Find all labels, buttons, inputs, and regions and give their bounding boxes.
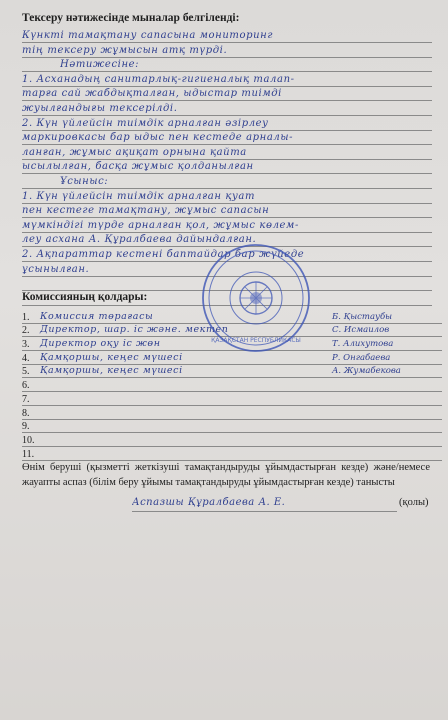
- ruled-line: [22, 130, 432, 131]
- finding-line: маркировкасы бар ыдыс пен кестеде арналы-: [22, 132, 294, 144]
- finding-line: пен кестеге тамақтану, жұмыс сапасын: [22, 205, 270, 217]
- member-role: Қамқоршы, кеңес мүшесі: [40, 351, 183, 363]
- row-number: 11.: [22, 448, 35, 460]
- member-name: Б. Қыстаубы: [332, 311, 393, 322]
- finding-line: тарға сай жабдықталған, ыдыстар тиімді: [22, 88, 282, 100]
- row-number: 3.: [22, 339, 30, 351]
- ruled-line: [22, 232, 432, 233]
- row-number: 8.: [22, 407, 30, 419]
- member-name: А. Жумабекова: [332, 366, 401, 377]
- finding-line: ланған, жұмыс ақиқат орнына қайта: [22, 146, 247, 158]
- row-number: 10.: [22, 434, 35, 446]
- finding-line: мүмкіндігі түрде арналған қол, жұмыс көлем-: [22, 219, 299, 231]
- member-name: Р. Онгабаева: [332, 352, 391, 363]
- ruled-line: [22, 173, 432, 174]
- finding-line: леу асхана А. Құралбаева дайындалған.: [22, 234, 257, 246]
- row-number: 1.: [22, 311, 30, 323]
- ruled-line: [22, 159, 432, 160]
- commission-heading: Комиссияның қолдары:: [22, 291, 148, 303]
- signature-row: [22, 406, 442, 420]
- footer-acknowledgement: Өнім беруші (қызметті жеткізуші тамақтандыруды ұйымдастырған кезде) және/немесе жауапты аспаз (білім беру ұйымы тамақтандыруды ұйымдастырған кезде) танысты: [22, 462, 430, 488]
- finding-line: Нәтижесіне:: [60, 59, 140, 71]
- stamp-text: ҚАЗАҚСТАН РЕСПУБЛИКАСЫ: [211, 337, 301, 344]
- row-number: 2.: [22, 325, 30, 337]
- signature-caption: (қолы): [399, 497, 429, 508]
- ruled-line: [22, 42, 432, 43]
- signature-row: [22, 392, 442, 406]
- finding-line: жуылғандығы тексерілді.: [22, 103, 178, 114]
- finding-line: ұсынылған.: [22, 263, 90, 275]
- member-name: Т. Алихутова: [332, 339, 394, 350]
- finding-line: 1. Күн үйлейсін тиімдік арналған қуат: [22, 190, 256, 202]
- ruled-line: [22, 86, 432, 87]
- row-number: 4.: [22, 352, 30, 364]
- finding-line: Ұсыныс:: [60, 176, 109, 187]
- finding-line: тің тексеру жұмысын атқ түрді.: [22, 44, 228, 56]
- row-number: 6.: [22, 380, 30, 392]
- row-number: 9.: [22, 421, 30, 433]
- ruled-line: [22, 115, 432, 116]
- finding-line: 2. Күн үйлейсін тиімдік арналған әзірлеу: [22, 117, 269, 129]
- member-role: Директор оқу іс жөн: [40, 338, 161, 350]
- state-emblem-icon: [240, 282, 272, 314]
- ruled-line: [22, 57, 432, 58]
- ruled-line: [22, 188, 432, 189]
- findings-heading: Тексеру нәтижесінде мыналар белгіленді:: [22, 12, 240, 24]
- signature-row: [22, 365, 442, 379]
- member-role: Директор, шар. іс және. мектеп: [40, 324, 229, 336]
- member-name: С. Исмаилов: [332, 325, 390, 336]
- finding-line: 2. Ақпараттар кестені баптайдар бар жүйеде: [22, 249, 305, 260]
- ruled-line: [22, 217, 432, 218]
- ruled-line: [22, 100, 432, 101]
- finding-line: 1. Асханадың санитарлық-гигиеналық талап-: [22, 73, 295, 85]
- signature-row: [22, 433, 442, 447]
- ruled-line: [22, 203, 432, 204]
- member-role: Қамқоршы, кеңес мүшесі: [40, 365, 183, 377]
- finding-line: Күнкті тамақтану сапасына мониторинг: [22, 30, 273, 41]
- row-number: 5.: [22, 366, 30, 378]
- signature-row: [22, 420, 442, 434]
- row-number: 7.: [22, 393, 30, 405]
- signature-row: [22, 447, 442, 461]
- ruled-line: [22, 71, 432, 72]
- finding-line: ысылылған, басқа жұмыс қолданылған: [22, 161, 254, 173]
- member-role: Комиссия төрағасы: [40, 310, 154, 322]
- official-round-stamp: [200, 242, 312, 354]
- responsible-cook-signature: Аспазшы Құралбаева А. Е.: [132, 497, 397, 512]
- signature-row: [22, 378, 442, 392]
- ruled-line: [22, 144, 432, 145]
